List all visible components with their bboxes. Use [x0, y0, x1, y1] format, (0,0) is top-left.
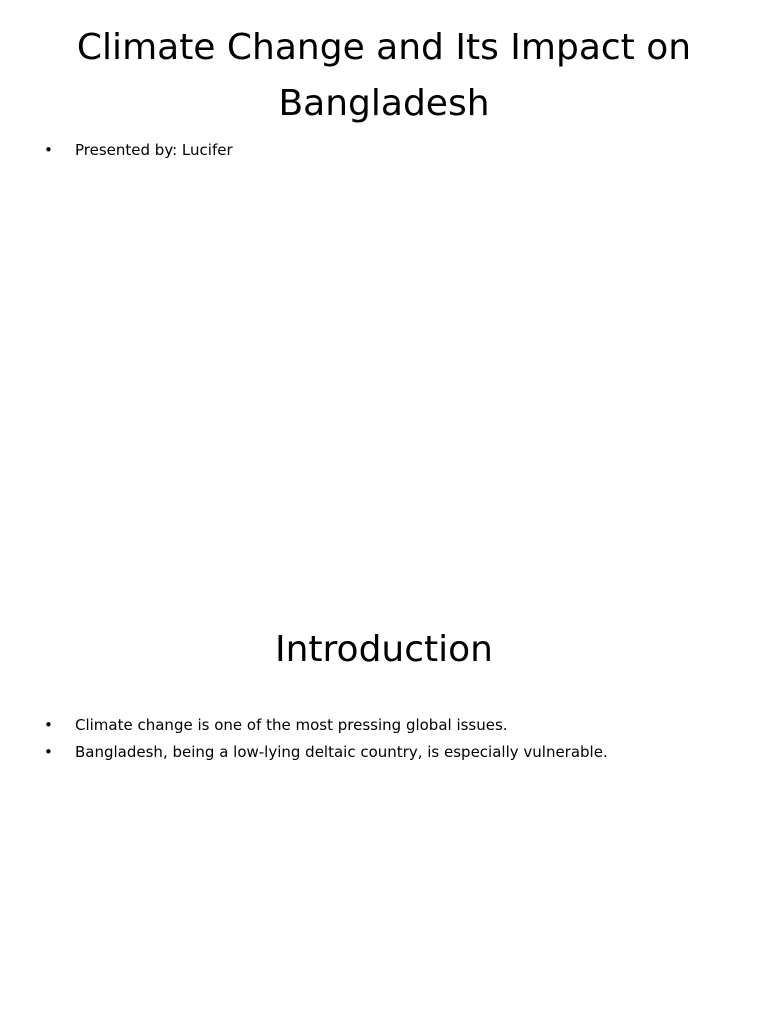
bullet-text: Climate change is one of the most pressing global issues. — [75, 716, 508, 734]
slide-2 — [0, 512, 768, 1024]
slide-2-title: Introduction — [274, 629, 493, 670]
slide-1-bullet-1 — [44, 137, 738, 164]
bullet-icon: • — [44, 716, 53, 734]
slide-2-bullet-list — [44, 712, 738, 766]
slide-2-bullet-1 — [44, 712, 738, 739]
bullet-text: Presented by: Lucifer — [75, 141, 233, 159]
slide-2-bullet-2 — [44, 739, 738, 766]
slide-1-title: Climate Change and Its Impact on Bangladesh — [76, 27, 692, 124]
slide-1-bullet-list — [44, 137, 738, 164]
bullet-icon: • — [44, 743, 53, 761]
bullet-icon: • — [44, 141, 53, 159]
bullet-text: Bangladesh, being a low-lying deltaic country, is especially vulnerable. — [75, 743, 608, 761]
